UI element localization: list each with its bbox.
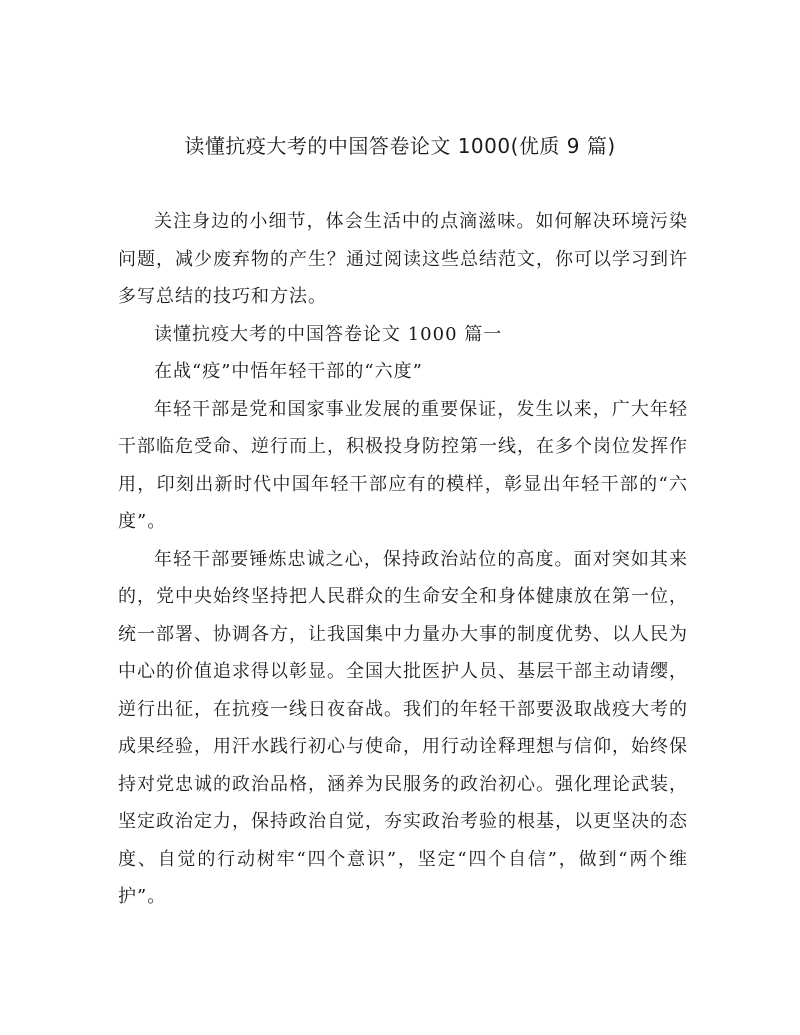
article-subtitle: 在战“疫”中悟年轻干部的“六度” bbox=[154, 361, 423, 382]
body-paragraph: 年轻干部要锤炼忠诚之心，保持政治站位的高度。面对突如其来的，党中央始终坚持把人民群众的生命安全和身体健康放在第一位，统一部署、协调各方，让我国集中力量办大事的制度优势、以人民为中心的价值追求得以彰显。全国大批医护人员、基层干部主动请缨，逆行出征，在抗疫一线日夜奋战。我们的年轻干部要汲取战疫大考的成果经验，用汗水践行初心与使命，用行动诠释理想与信仰，始终保持对党忠诚的政治品格，涵养为民服务的政治初心。强化理论武装，坚定政治定力，保持政治自觉，夯实政治考验的根基，以更坚决的态度、自觉的行动树牢“四个意识”，坚定“四个自信”，做到“两个维护”。 bbox=[118, 548, 688, 907]
document-body bbox=[118, 203, 688, 916]
body-paragraph: 年轻干部是党和国家事业发展的重要保证，发生以来，广大年轻干部临危受命、逆行而上，积极投身防控第一线，在多个岗位发挥作用，印刻出新时代中国年轻干部应有的模样，彰显出年轻干部的“六度”。 bbox=[118, 398, 688, 532]
document-title: 读懂抗疫大考的中国答卷论文 1000(优质 9 篇) bbox=[184, 134, 616, 158]
intro-paragraph: 关注身边的小细节，体会生活中的点滴滋味。如何解决环境污染问题，减少废弃物的产生？通过阅读这些总结范文，你可以学习到许多写总结的技巧和方法。 bbox=[118, 211, 688, 307]
section-heading: 读懂抗疫大考的中国答卷论文 1000 篇一 bbox=[154, 323, 503, 345]
